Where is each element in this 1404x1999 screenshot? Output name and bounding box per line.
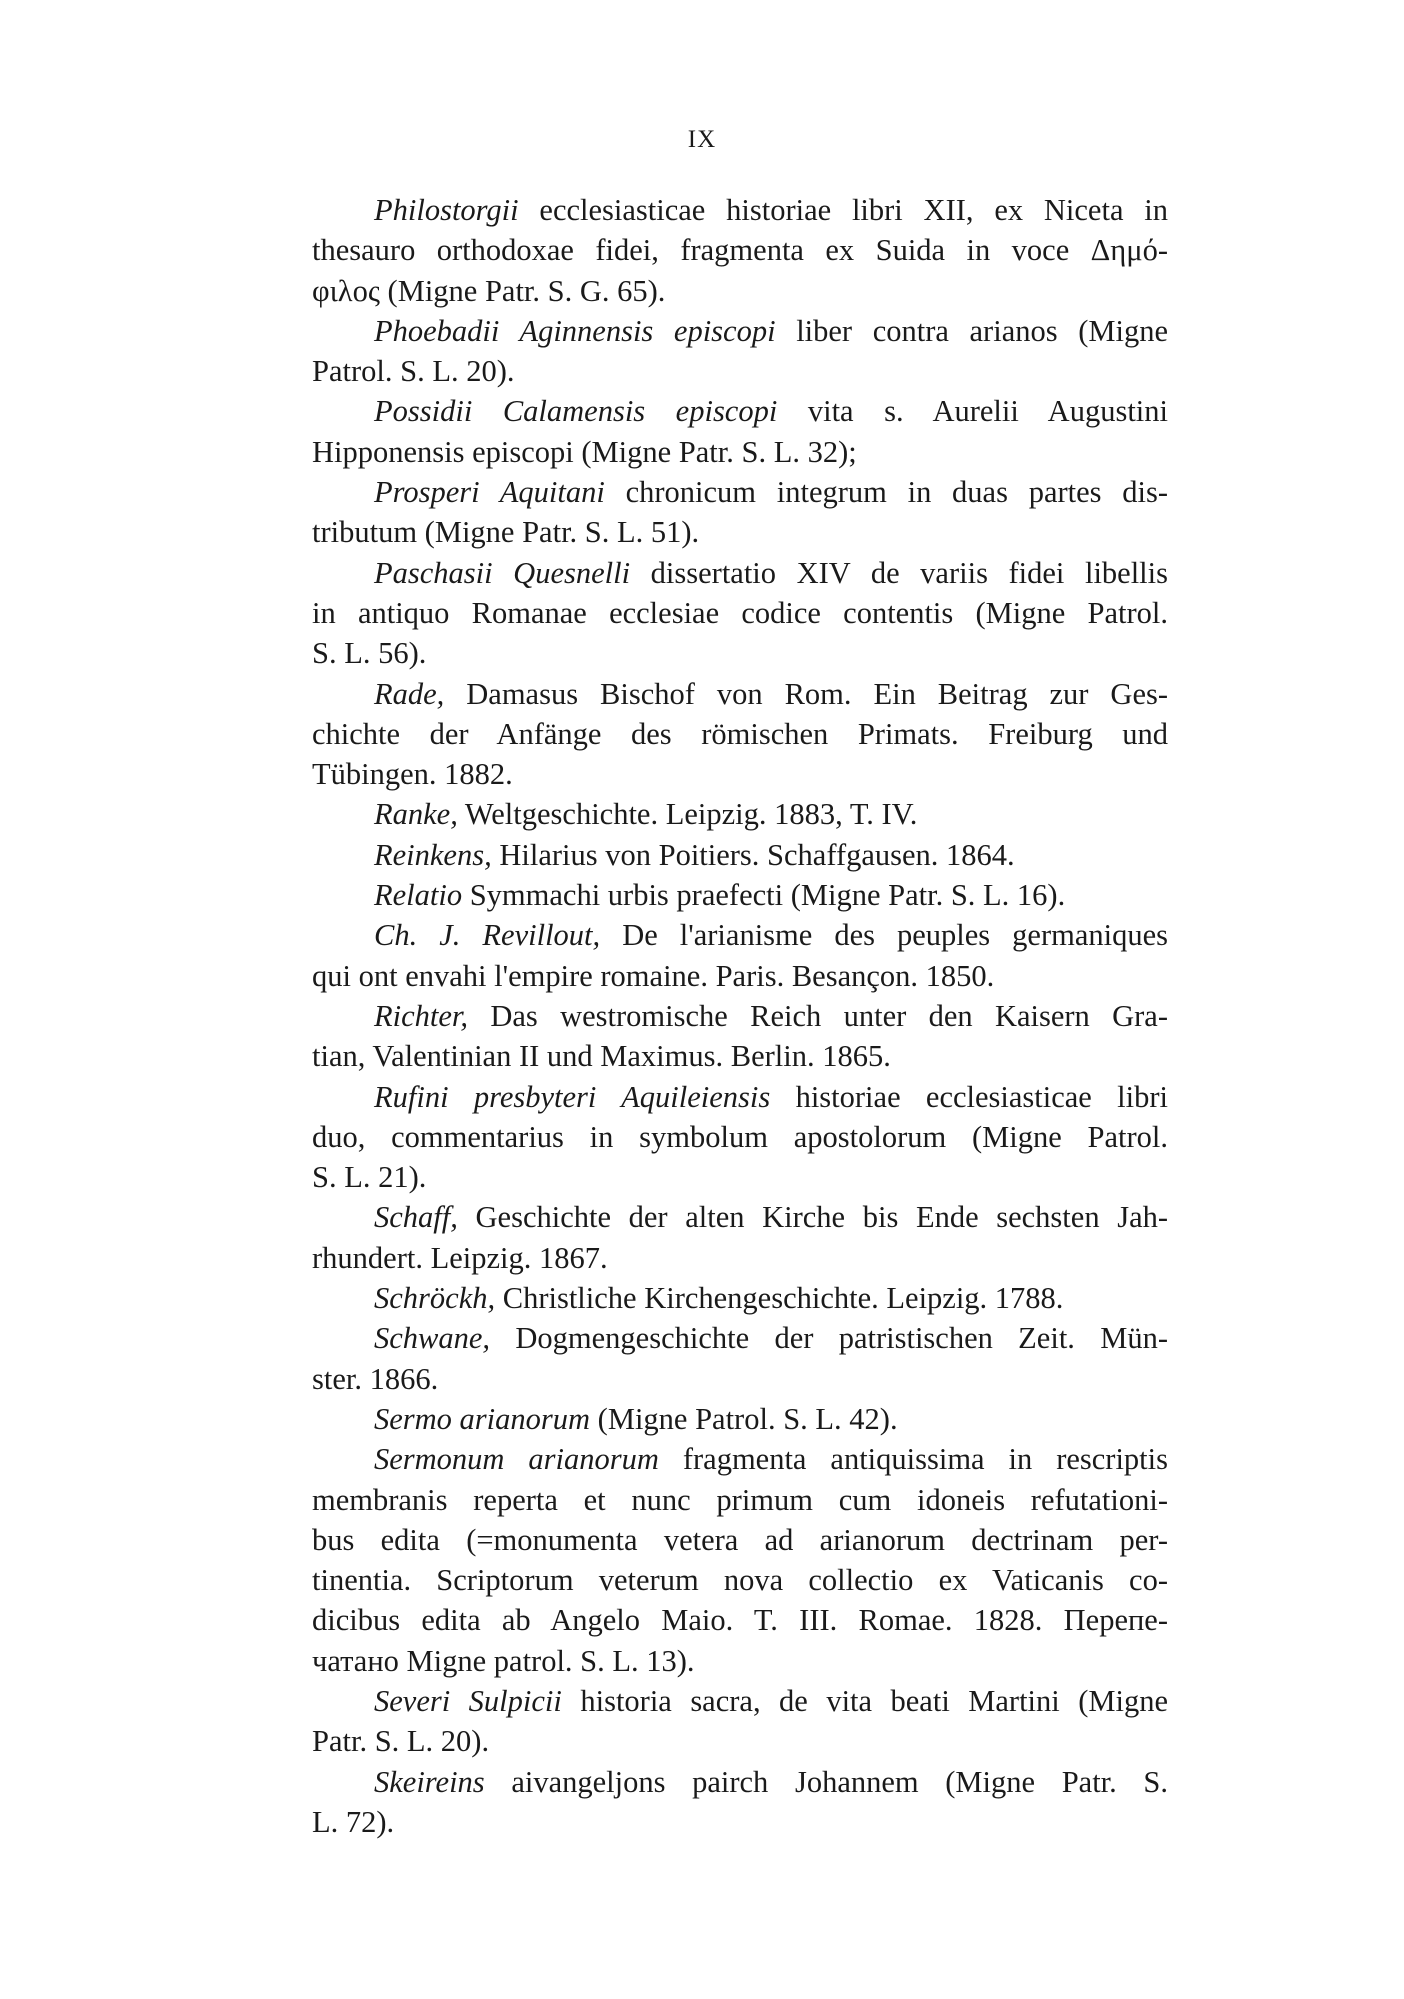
entry-author: Richter, [374,998,469,1033]
bibliography-entry [312,794,1168,834]
entry-text: Dogmengeschichte der patristischen Zeit. Mün- [515,1321,1169,1356]
entry-text: aivangeljons pairch Johannem (Migne Patr. S. [511,1764,1168,1799]
bibliography-entry [312,1278,1168,1318]
entry-line [312,190,1168,230]
entry-line [312,1318,1168,1358]
entry-line: chichte der Anfänge des römischen Primats. Freiburg und [312,716,1168,751]
bibliography-entry [312,1762,1168,1843]
entry-line: tinentia. Scriptorum veterum nova collectio ex Vaticanis co- [312,1563,1168,1598]
bibliography-entry [312,391,1168,472]
bibliography-entry [312,835,1168,875]
entry-author: Phoebadii Aginnensis episcopi [374,313,776,348]
entry-line [312,1399,1168,1439]
bibliography-entry [312,1077,1168,1198]
entry-author: Prosperi Aquitani [374,475,605,510]
entry-author: Sermonum arianorum [374,1442,659,1477]
entry-line: rhundert. Leipzig. 1867. [312,1240,608,1275]
entry-text: Hilarius von Poitiers. Schaffgausen. 1864. [499,837,1015,872]
entry-author: Schwane, [374,1321,491,1356]
entry-author: Severi Sulpicii [374,1683,562,1718]
entry-text: fragmenta antiquissima in rescriptis [682,1442,1168,1477]
entry-author: Sermo arianorum [374,1401,591,1436]
entry-author: Schröckh, [374,1281,496,1316]
bibliography-entry [312,915,1168,996]
entry-line [312,674,1168,714]
entry-text: Das westromische Reich unter den Kaisern Gra- [490,998,1169,1033]
entry-line [312,311,1168,351]
bibliography-entry [312,1439,1168,1681]
entry-author: Paschasii Quesnelli [374,555,631,590]
page-number: IX [687,126,717,153]
entry-line: dicibus edita ab Angelo Maio. T. III. Romae. 1828. Перепе- [312,1603,1168,1638]
bibliography-entry [312,553,1168,674]
entry-text: De l'arianisme des peuples germaniques [622,918,1169,953]
entry-line: φιλος (Migne Patr. S. G. 65). [312,273,666,308]
entry-line: S. L. 21). [312,1160,427,1195]
entry-line [312,1439,1168,1479]
entry-author: Rufini presbyteri Aquileiensis [374,1079,771,1114]
entry-line [312,391,1168,431]
entry-line [312,915,1168,955]
bibliography-entry [312,996,1168,1077]
entry-line [312,875,1168,915]
entry-line [312,1278,1168,1318]
entry-line: чатано Migne patrol. S. L. 13). [312,1643,695,1678]
bibliography-entry [312,674,1168,795]
entry-line: qui ont envahi l'empire romaine. Paris. Besançon. 1850. [312,958,995,993]
bibliography-entry [312,1399,1168,1439]
bibliography-entry [312,190,1168,311]
entry-text: Damasus Bischof von Rom. Ein Beitrag zur Ges- [466,676,1169,711]
bibliography-entry [312,1681,1168,1762]
entry-line [312,1197,1168,1237]
entry-line: thesauro orthodoxae fidei, fragmenta ex Suida in voce Δημό- [312,233,1168,268]
entry-line: Patr. S. L. 20). [312,1724,490,1759]
bibliography-entry [312,1318,1168,1399]
entry-line [312,996,1168,1036]
entry-author: Relatio [374,878,463,913]
entry-author: Reinkens, [374,837,492,872]
entry-line: Hipponensis episcopi (Migne Patr. S. L. 32); [312,434,857,469]
entry-line [312,553,1168,593]
bibliography-entry [312,1197,1168,1278]
entry-line: Tübingen. 1882. [312,757,513,792]
entry-text: (Migne Patrol. S. L. 42). [597,1401,898,1436]
entry-text: vita s. Aurelii Augustini [807,394,1169,429]
entry-line: in antiquo Romanae ecclesiae codice contentis (Migne Patrol. [312,595,1168,630]
entry-line: bus edita (=monumenta vetera ad arianorum dectrinam per- [312,1522,1168,1557]
entry-line: Patrol. S. L. 20). [312,354,515,389]
entry-line [312,835,1168,875]
entry-line: membranis reperta et nunc primum cum idoneis refutationi- [312,1482,1168,1517]
entry-author: Rade, [374,676,445,711]
entry-author: Schaff, [374,1200,458,1235]
entry-text: Christliche Kirchengeschichte. Leipzig. 1788. [502,1281,1064,1316]
entry-text: historiae ecclesiasticae libri [795,1079,1168,1114]
entry-text: Symmachi urbis praefecti (Migne Patr. S. L. 16). [469,878,1066,913]
entry-line: tributum (Migne Patr. S. L. 51). [312,515,700,550]
entry-line: S. L. 56). [312,636,427,671]
entry-line: L. 72). [312,1804,395,1839]
entry-author: Possidii Calamensis episcopi [374,394,778,429]
entry-text: historia sacra, de vita beati Martini (Migne [580,1683,1169,1718]
entry-line: ster. 1866. [312,1361,439,1396]
entry-line [312,1762,1168,1802]
entry-author: Philostorgii [374,193,519,227]
entry-line [312,1077,1168,1117]
entry-text: chronicum integrum in duas partes dis- [625,475,1168,510]
entry-line: duo, commentarius in symbolum apostolorum (Migne Patrol. [312,1119,1168,1154]
bibliography-entry [312,311,1168,392]
entry-text: Geschichte der alten Kirche bis Ende sechsten Jah- [475,1200,1169,1235]
entry-author: Skeireins [374,1764,485,1799]
entry-line [312,1681,1168,1721]
bibliography-list [312,190,1168,1842]
entry-text: dissertatio XIV de variis fidei libellis [650,555,1169,590]
entry-author: Ranke, [374,797,458,832]
bibliography-entry [312,472,1168,553]
entry-line [312,472,1168,512]
entry-text: Weltgeschichte. Leipzig. 1883, T. IV. [464,797,918,832]
entry-text: liber contra arianos (Migne [796,313,1169,348]
entry-line: tian, Valentinian II und Maximus. Berlin. 1865. [312,1039,891,1074]
entry-text: ecclesiasticae historiae libri XII, ex Niceta in [539,193,1168,227]
entry-author: Ch. J. Revillout, [374,918,601,953]
entry-line [312,794,1168,834]
bibliography-entry [312,875,1168,915]
